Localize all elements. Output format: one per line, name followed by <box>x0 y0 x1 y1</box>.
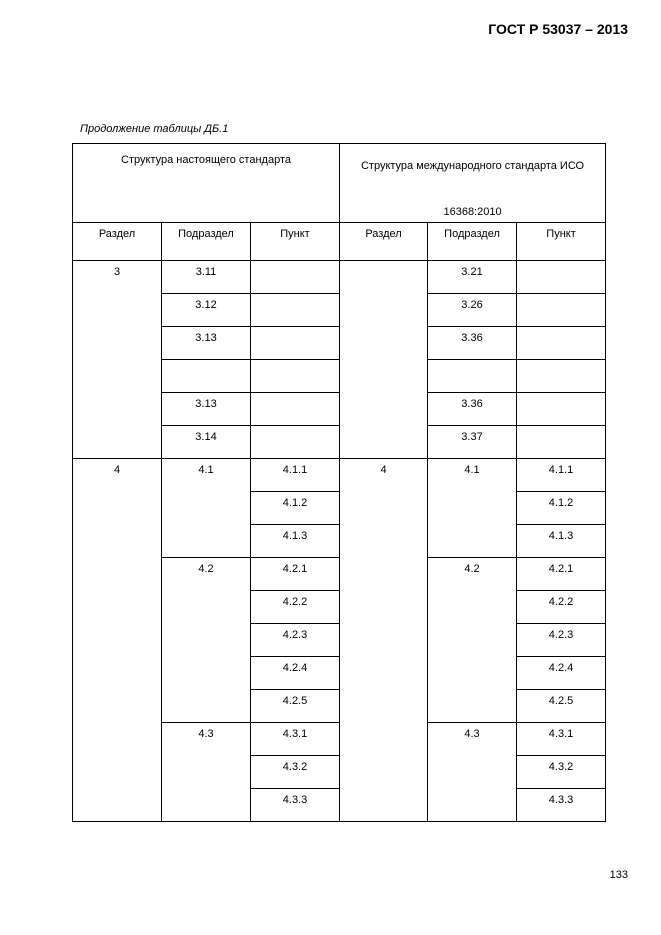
item-cell <box>517 294 606 327</box>
subsection-cell: 4.1 <box>162 459 251 558</box>
subsection-cell: 4.3 <box>162 723 251 822</box>
item-cell <box>251 393 340 426</box>
item-cell: 4.3.2 <box>251 756 340 789</box>
item-cell <box>251 426 340 459</box>
subsection-cell: 3.11 <box>162 261 251 294</box>
item-cell: 4.2.2 <box>251 591 340 624</box>
subsection-cell <box>162 360 251 393</box>
column-header: Пункт <box>517 223 606 261</box>
item-cell: 4.3.3 <box>517 789 606 822</box>
item-cell <box>517 393 606 426</box>
item-cell: 4.3.3 <box>251 789 340 822</box>
item-cell <box>517 426 606 459</box>
subsection-cell: 3.37 <box>428 426 517 459</box>
item-cell: 4.1.1 <box>517 459 606 492</box>
subsection-cell: 3.13 <box>162 393 251 426</box>
table-continuation-label: Продолжение таблицы ДБ.1 <box>80 123 229 135</box>
section-cell: 3 <box>73 261 162 459</box>
item-cell <box>517 261 606 294</box>
item-cell: 4.2.4 <box>251 657 340 690</box>
column-header: Подраздел <box>162 223 251 261</box>
subsection-cell: 3.36 <box>428 327 517 360</box>
item-cell: 4.2.5 <box>251 690 340 723</box>
structure-comparison-table <box>72 143 606 822</box>
subsection-cell: 4.3 <box>428 723 517 822</box>
item-cell: 4.1.2 <box>517 492 606 525</box>
column-header: Раздел <box>340 223 428 261</box>
subsection-cell: 3.36 <box>428 393 517 426</box>
item-cell: 4.2.1 <box>517 558 606 591</box>
item-cell: 4.1.3 <box>517 525 606 558</box>
standard-header: ГОСТ Р 53037 – 2013 <box>488 21 628 37</box>
item-cell <box>517 360 606 393</box>
item-cell: 4.1.2 <box>251 492 340 525</box>
subsection-cell: 3.12 <box>162 294 251 327</box>
section-cell: 4 <box>73 459 162 822</box>
item-cell <box>251 360 340 393</box>
item-cell: 4.1.3 <box>251 525 340 558</box>
column-header: Пункт <box>251 223 340 261</box>
subsection-cell: 4.2 <box>428 558 517 723</box>
item-cell: 4.3.1 <box>251 723 340 756</box>
subsection-cell: 3.13 <box>162 327 251 360</box>
item-cell <box>251 294 340 327</box>
page-number: 133 <box>609 869 628 881</box>
item-cell: 4.2.2 <box>517 591 606 624</box>
item-cell: 4.2.1 <box>251 558 340 591</box>
item-cell: 4.2.3 <box>251 624 340 657</box>
section-cell: 4 <box>340 459 428 822</box>
item-cell: 4.3.1 <box>517 723 606 756</box>
item-cell: 4.3.2 <box>517 756 606 789</box>
subsection-cell: 3.26 <box>428 294 517 327</box>
subsection-cell: 4.1 <box>428 459 517 558</box>
item-cell: 4.2.5 <box>517 690 606 723</box>
item-cell: 4.1.1 <box>251 459 340 492</box>
item-cell: 4.2.3 <box>517 624 606 657</box>
group-header-current-standard: Структура настоящего стандарта <box>73 144 340 223</box>
group-header-iso-standard: Структура международного стандарта ИСО 16368:2010 <box>340 144 606 223</box>
item-cell: 4.2.4 <box>517 657 606 690</box>
item-cell <box>251 327 340 360</box>
subsection-cell: 3.21 <box>428 261 517 294</box>
item-cell <box>251 261 340 294</box>
subsection-cell <box>428 360 517 393</box>
section-cell <box>340 261 428 459</box>
subsection-cell: 4.2 <box>162 558 251 723</box>
column-header: Раздел <box>73 223 162 261</box>
item-cell <box>517 327 606 360</box>
column-header: Подраздел <box>428 223 517 261</box>
subsection-cell: 3.14 <box>162 426 251 459</box>
